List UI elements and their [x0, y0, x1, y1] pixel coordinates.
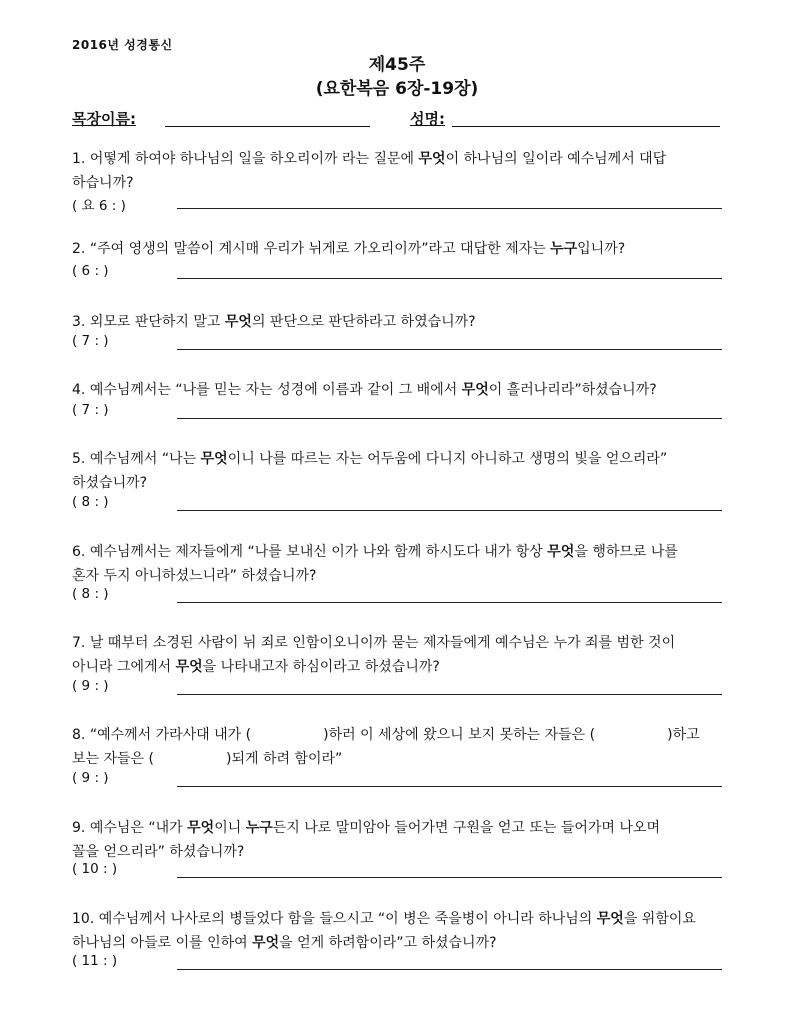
question-text-cont: 하습니까? — [72, 175, 134, 191]
question-2 — [72, 237, 724, 261]
question-text: 예수님께서는 제자들에게 “나를 보내신 이가 나와 함께 하시도다 내가 항상 무엇을 행하므로 나를 — [89, 544, 678, 560]
question-text: “예수께서 가라사대 내가 ( — [89, 727, 252, 743]
verse-ref: ( 9 : ) — [72, 678, 109, 694]
question-number: 1. — [72, 151, 86, 167]
question-number: 10. — [72, 911, 95, 927]
name-label: 성명: — [410, 110, 445, 128]
question-text-cont: 하셨습니까? — [72, 475, 148, 491]
name-input-line[interactable] — [452, 126, 720, 127]
verse-ref: ( 8 : ) — [72, 586, 109, 602]
question-text: 예수님께서 “나는 무엇이니 나를 따르는 자는 어두움에 다니지 아니하고 생명의 빛을 얻으리라” — [89, 451, 668, 467]
page-subtitle: (요한복음 6장-19장) — [315, 79, 479, 99]
question-number: 6. — [72, 544, 86, 560]
question-text: 예수님은 “내가 무엇이니 누구든지 나로 말미암아 들어가면 구원을 얻고 또는 들어가며 나오며 — [89, 820, 660, 836]
question-text-cont: 보는 자들은 ( — [72, 751, 154, 767]
question-text-cont: 혼자 두지 아니하셨느니라” 하셨습니까? — [72, 568, 317, 584]
verse-ref: ( 요 6 : ) — [72, 198, 126, 214]
answer-line-8[interactable] — [177, 786, 722, 787]
question-1 — [72, 147, 724, 195]
question-number: 2. — [72, 241, 86, 257]
question-text-cont: )되게 하려 함이라” — [225, 751, 343, 767]
question-10 — [72, 907, 724, 955]
question-text-cont: 하나님의 아들로 이를 인하여 무엇을 얻게 하려함이라”고 하셨습니까? — [72, 935, 497, 951]
verse-ref: ( 7 : ) — [72, 333, 109, 349]
answer-line-7[interactable] — [177, 694, 722, 695]
question-text: 외모로 판단하지 말고 무엇의 판단으로 판단하라고 하였습니까? — [89, 314, 476, 330]
question-text: 예수님께서는 “나를 믿는 자는 성경에 이름과 같이 그 배에서 무엇이 흘러나리라”하셨습니까? — [89, 382, 657, 398]
question-text-cont: 아니라 그에게서 무엇을 나타내고자 하심이라고 하셨습니까? — [72, 659, 440, 675]
verse-ref: ( 6 : ) — [72, 263, 109, 279]
answer-line-2[interactable] — [177, 278, 722, 279]
question-text: )하고 — [667, 727, 700, 743]
verse-ref: ( 8 : ) — [72, 494, 109, 510]
verse-ref: ( 10 : ) — [72, 861, 118, 877]
verse-ref: ( 9 : ) — [72, 770, 109, 786]
verse-ref: ( 7 : ) — [72, 402, 109, 418]
question-4 — [72, 378, 724, 402]
answer-line-10[interactable] — [177, 969, 722, 970]
header-year-label: 2016년 성경통신 — [72, 38, 173, 52]
answer-line-5[interactable] — [177, 510, 722, 511]
parish-label: 목장이름: — [72, 110, 136, 128]
question-number: 3. — [72, 314, 86, 330]
question-3 — [72, 310, 724, 334]
question-text: )하러 이 세상에 왔으니 보지 못하는 자들은 ( — [323, 727, 596, 743]
question-number: 5. — [72, 451, 86, 467]
answer-line-4[interactable] — [177, 418, 722, 419]
question-text: “주여 영생의 말씀이 계시매 우리가 뉘게로 가오리이까”라고 대답한 제자는 누구입니까? — [89, 241, 626, 257]
question-number: 7. — [72, 635, 86, 651]
answer-line-3[interactable] — [177, 349, 722, 350]
question-8 — [72, 723, 724, 771]
answer-line-6[interactable] — [177, 602, 722, 603]
question-number: 9. — [72, 820, 86, 836]
question-text: 예수님께서 나사로의 병들었다 함을 들으시고 “이 병은 죽을병이 아니라 하나님의 무엇을 위함이요 — [98, 911, 696, 927]
question-9 — [72, 816, 724, 864]
verse-ref: ( 11 : ) — [72, 953, 118, 969]
question-5 — [72, 447, 724, 495]
question-text-cont: 꼴을 얻으리라” 하셨습니까? — [72, 844, 245, 860]
question-text: 어떻게 하여야 하나님의 일을 하오리이까 라는 질문에 무엇이 하나님의 일이라 예수님께서 대답 — [89, 151, 667, 167]
question-text: 날 때부터 소경된 사람이 뉘 죄로 인함이오니이까 묻는 제자들에게 예수님은 누가 죄를 범한 것이 — [89, 635, 676, 651]
question-6 — [72, 540, 724, 588]
page-title: 제45주 — [368, 55, 426, 75]
question-number: 8. — [72, 727, 86, 743]
parish-input-line[interactable] — [165, 126, 370, 127]
question-number: 4. — [72, 382, 86, 398]
answer-line-9[interactable] — [177, 877, 722, 878]
answer-line-1[interactable] — [177, 208, 722, 209]
question-7 — [72, 631, 724, 679]
